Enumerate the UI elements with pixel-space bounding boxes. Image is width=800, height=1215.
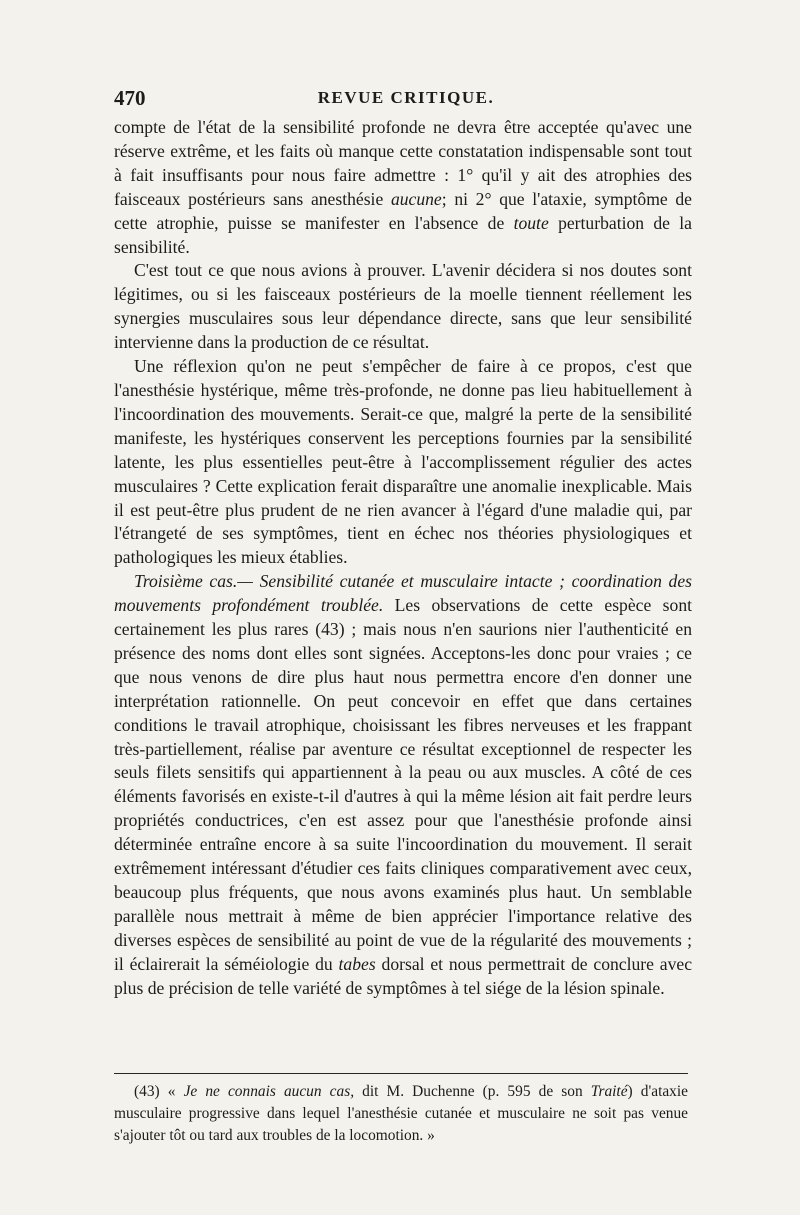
section-heading-troisieme-cas: Troisième cas.— Sensibilité cutanée et musculaire intacte ; coordination des mouvements profondément troublée.	[114, 571, 692, 616]
paragraph-4: Troisième cas.— Sensibilité cutanée et musculaire intacte ; coordination des mouvements profondément troublée. Les observations de cette espèce sont certainement les plus rares (43) ; mais nous n'en saurions nier l'authenticité en présence des noms dont elles sont signées. Acceptons-les donc pour vraies ; ce que nous venons de dire plus haut nous permettra encore d'en donner une interprétation rationnelle. On peut concevoir en effet que dans certaines conditions le travail atrophique, choisissant les fibres nerveuses et les frappant très-partiellement, réalise par aventure ce résultat exceptionnel de respecter les seuls filets sensitifs qui appartiennent à la peau ou aux muscles. A côté de ces éléments favorisés en existe-t-il d'autres à qui la même lésion ait fait perdre leurs propriétés conductrices, c'en est assez pour que l'anesthésie profonde ainsi déterminée entraîne encore à sa suite l'incoordination du mouvement. Il serait extrêmement intéressant d'étudier ces faits cliniques comparativement avec ceux, beaucoup plus fréquents, que nous avons examinés plus haut. Un semblable parallèle nous mettrait à même de bien apprécier l'importance relative des diverses espèces de sensibilité au point de vue de la régularité des mouvements ; il éclairerait la séméiologie du tabes dorsal et nous permettrait de conclure avec plus de précision de telle variété de symptômes à tel siége de la lésion spinale.	[114, 571, 692, 998]
page-number: 470	[114, 86, 146, 110]
footnote-divider	[114, 1073, 688, 1074]
emphasis-aucune: aucune	[390, 188, 442, 209]
footnote-text: (43) « Je ne connais aucun cas, dit M. Duchenne (p. 595 de son Traité) d'ataxie musculaire progressive dans lequel l'anesthésie cutanée et musculaire ne soit pas venue s'ajouter tôt ou tard aux troubles de la locomotion. »	[114, 1083, 688, 1144]
footnote-43	[114, 1081, 688, 1147]
paragraph-3: Une réflexion qu'on ne peut s'empêcher de faire à ce propos, c'est que l'anesthésie hystérique, même très-profonde, ne donne pas lieu habituellement à l'incoordination des mouvements. Serait-ce que, malgré la perte de la sensibilité manifeste, les hystériques conservent les perceptions fournies par la sensibilité latente, les plus essentielles peut-être à l'accomplissement régulier des actes musculaires ? Cette explication ferait disparaître une anomalie inexplicable. Mais il est peut-être plus prudent de ne rien avancer à l'égard d'une maladie qui, par l'étrangeté de ses symptômes, tient en échec nos théories physiologiques et pathologiques les mieux établies.	[114, 356, 692, 568]
paragraph-1: compte de l'état de la sensibilité profonde ne devra être acceptée qu'avec une réserve extrême, et les faits où manque cette constatation indispensable sont tout à fait insuffisants pour nous faire admettre : 1° qu'il y ait des atrophies des faisceaux postérieurs sans anesthésie aucune; ni 2° que l'ataxie, symptôme de cette atrophie, puisse se manifester en l'absence de toute perturbation de la sensibilité.	[114, 117, 692, 257]
body-text	[114, 116, 692, 1001]
emphasis-toute: toute	[513, 212, 549, 233]
footnote-traite: Traité	[590, 1083, 628, 1100]
emphasis-tabes: tabes	[338, 953, 376, 974]
footnote-quote: Je ne connais aucun cas,	[183, 1083, 355, 1100]
journal-title: REVUE CRITIQUE.	[317, 88, 495, 107]
paragraph-2: C'est tout ce que nous avions à prouver. L'avenir décidera si nos doutes sont légitimes, ou si les faisceaux postérieurs de la moelle tiennent réellement les synergies musculaires sous leur dépendance directe, sans que leur sensibilité intervienne dans la production de ce résultat.	[114, 260, 692, 353]
running-head	[114, 86, 698, 116]
